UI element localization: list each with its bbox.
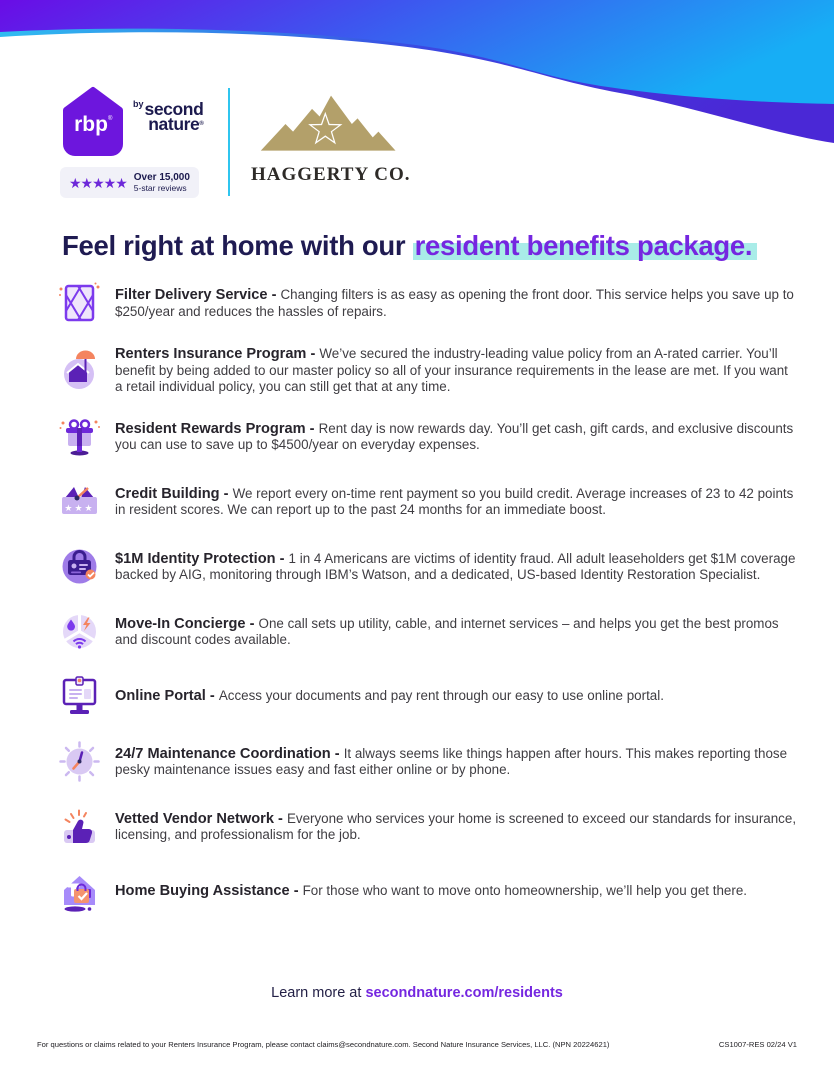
benefit-title: Credit Building <box>115 485 220 502</box>
benefit-item-resident-rewards <box>57 414 798 459</box>
rbp-badge-icon <box>60 86 126 158</box>
benefit-item-online-portal <box>57 674 798 719</box>
benefit-title: 24/7 Maintenance Coordination <box>115 745 331 762</box>
filter-icon <box>57 281 102 326</box>
benefit-item-vetted-vendors <box>57 804 798 849</box>
learn-more-link[interactable]: secondnature.com/residents <box>365 985 563 1001</box>
benefit-text: 24/7 Maintenance Coordination - It always seems like things happen after hours. This makes reporting those pesky maintenance issues easy and fast either online or by phone. <box>115 745 788 778</box>
page-title <box>62 229 814 263</box>
benefit-text: Filter Delivery Service - Changing filters is as easy as opening the front door. This service helps you save up to $250/year and reduces the hassles of repairs. <box>115 287 794 319</box>
house-bag-icon <box>57 869 102 914</box>
second-nature-wordmark: $^{by}$second nature® <box>133 99 204 134</box>
learn-more-line <box>0 985 834 1001</box>
benefit-text: Online Portal - Access your documents and pay rent through our easy to use online portal. <box>115 688 664 705</box>
by-label: by <box>133 99 144 109</box>
reviews-badge <box>60 167 199 198</box>
monitor-icon <box>57 674 102 719</box>
benefit-description: Everyone who services your home is screened to exceed our standards for insurance, licensing, and professionalism for the job. <box>115 810 797 843</box>
benefit-item-maintenance <box>57 739 798 784</box>
benefit-text: Credit Building - We report every on-time rent payment so you build credit. Average increases of 23 to 42 points in resident scores. We can report up to the past 24 months for an immediate boost. <box>115 485 794 518</box>
benefit-title: Online Portal <box>115 688 206 705</box>
benefit-item-renters-insurance <box>57 346 798 394</box>
benefit-title: Resident Rewards Program <box>115 420 306 437</box>
benefit-text: $1M Identity Protection - 1 in 4 Americans are victims of identity fraud. All adult leaseholders get $1M coverage backed by AIG, monitoring through IBM’s Watson, and a dedicated, US-based Identity Restoration Specialist. <box>115 550 796 583</box>
reviews-count: Over 15,000 <box>133 172 190 183</box>
benefit-description: We’ve secured the industry-leading value policy from an A-rated carrier. You’ll benefit by being added to our master policy so all of your insurance requirements in the lease are met. If you want a retail individual policy, you can still get that at any time. <box>115 346 788 394</box>
logo-divider <box>228 88 230 196</box>
utilities-circle-icon <box>57 609 102 654</box>
benefit-description: One call sets up utility, cable, and internet services – and helps you get the best promos and discount codes available. <box>115 615 779 648</box>
learn-more-prefix: Learn more at <box>271 985 366 1001</box>
benefit-title: Vetted Vendor Network <box>115 810 274 827</box>
benefit-text: Renters Insurance Program - We’ve secured the industry-leading value policy from an A-rated carrier. You’ll benefit by being added to our master policy so all of your insurance requirements in the lease are met. If you want a retail individual policy, you can still get that at any time. <box>115 346 788 394</box>
benefit-title: Filter Delivery Service <box>115 287 268 304</box>
clock-icon <box>57 739 102 784</box>
credit-meter-icon <box>57 479 102 524</box>
benefit-item-credit-building <box>57 479 798 524</box>
benefit-title: Renters Insurance Program <box>115 346 307 362</box>
benefit-item-home-buying <box>57 869 798 914</box>
benefit-text: Resident Rewards Program - Rent day is now rewards day. You’ll get cash, gift cards, and exclusive discounts you can use to save up to $4500/year on everyday expenses. <box>115 420 794 453</box>
benefit-item-move-in-concierge <box>57 609 798 654</box>
benefit-text: Home Buying Assistance - For those who want to move onto homeownership, we’ll help you get there. <box>115 883 747 900</box>
benefit-description: Rent day is now rewards day. You’ll get cash, gift cards, and exclusive discounts you can use to save up to $4500/year on everyday expenses. <box>115 420 794 453</box>
svg-text:★★★: ★★★ <box>64 504 95 515</box>
benefit-text: Move-In Concierge - One call sets up utility, cable, and internet services – and helps you get the best promos and discount codes available. <box>115 615 779 648</box>
id-lock-icon <box>57 544 102 589</box>
partner-logo-block <box>251 88 410 186</box>
umbrella-house-icon <box>57 348 102 393</box>
svg-text:®: ® <box>108 116 113 122</box>
title-highlight: resident benefits package. <box>413 230 758 261</box>
benefit-description: We report every on-time rent payment so you build credit. Average increases of 23 to 42 points in resident scores. We can report up to the past 24 months for an immediate boost. <box>115 485 794 518</box>
partner-name: HAGGERTY CO. <box>251 164 411 185</box>
benefits-list <box>57 281 798 914</box>
benefit-title: $1M Identity Protection <box>115 550 276 567</box>
title-prefix: Feel right at home with our <box>62 230 413 261</box>
doc-code: CS1007-RES 02/24 V1 <box>718 1040 797 1049</box>
gift-icon <box>57 414 102 459</box>
five-stars-icon: ★★★★★ <box>69 174 127 191</box>
benefit-title: Move-In Concierge <box>115 615 246 632</box>
benefit-description: It always seems like things happen after hours. This makes reporting those pesky maintenance issues easy and fast either online or by phone. <box>115 745 788 778</box>
benefit-description: For those who want to move onto homeownership, we’ll help you get there. <box>302 883 747 899</box>
rbp-logo-block <box>60 86 210 198</box>
legal-text: For questions or claims related to your Renters Insurance Program, please contact claims@secondnature.com. Second Nature Insurance Services, LLC. (NPN 20224621) <box>37 1040 610 1049</box>
thumbs-up-icon <box>57 804 102 849</box>
reviews-caption: 5-star reviews <box>133 182 187 193</box>
benefit-title: Home Buying Assistance <box>115 883 290 900</box>
logo-row <box>60 86 410 198</box>
benefit-description: 1 in 4 Americans are victims of identity fraud. All adult leaseholders get $1M coverage backed by AIG, monitoring through IBM’s Watson, and a dedicated, US-based Identity Restoration Specialist. <box>115 550 796 583</box>
benefit-description: Access your documents and pay rent through our easy to use online portal. <box>218 688 664 704</box>
benefit-item-identity-protection <box>57 544 798 589</box>
svg-text:rbp: rbp <box>74 113 108 136</box>
benefit-item-filter-delivery <box>57 281 798 326</box>
benefit-description: Changing filters is as easy as opening the front door. This service helps you save up to $250/year and reduces the hassles of repairs. <box>115 287 794 319</box>
benefit-text: Vetted Vendor Network - Everyone who services your home is screened to exceed our standards for insurance, licensing, and professionalism for the job. <box>115 810 797 843</box>
mountain-star-icon <box>255 88 407 162</box>
fine-print-row <box>37 1040 797 1049</box>
